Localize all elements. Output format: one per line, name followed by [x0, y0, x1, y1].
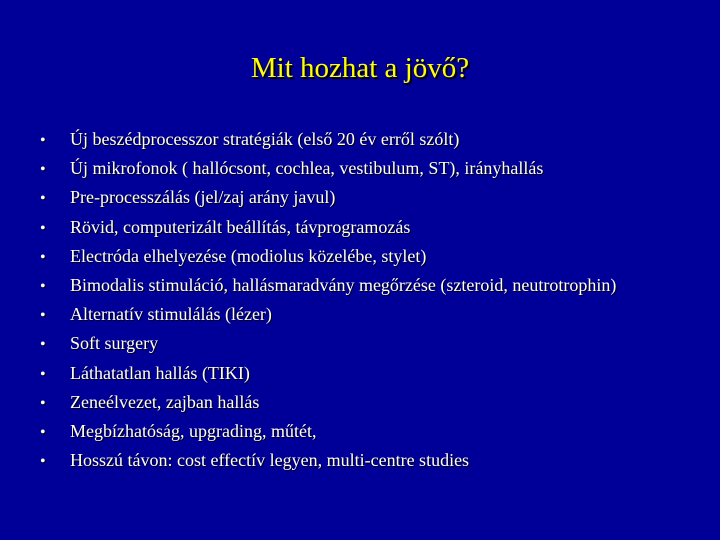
list-item	[40, 421, 616, 450]
list-item	[40, 246, 616, 275]
list-item	[40, 392, 616, 421]
bullet-icon: •	[40, 423, 46, 441]
bullet-text: Láthatatlan hallás (TIKI)	[70, 362, 250, 383]
list-item	[40, 304, 616, 333]
bullet-icon: •	[40, 248, 46, 266]
bullet-icon: •	[40, 365, 46, 383]
list-item	[40, 363, 616, 392]
list-item	[40, 450, 616, 479]
bullet-text: Új beszédprocesszor stratégiák (első 20 év erről szólt)	[70, 129, 460, 149]
bullet-text: Pre-processzálás (jel/zaj arány javul)	[70, 187, 336, 208]
bullet-icon: •	[40, 190, 46, 208]
bullet-icon: •	[40, 394, 46, 412]
bullet-text: Megbízhatóság, upgrading, műtét,	[70, 420, 317, 441]
list-item	[40, 129, 616, 158]
slide-title: Mit hozhat a jövő?	[250, 52, 470, 84]
bullet-text: Soft surgery	[70, 333, 159, 354]
bullet-text: Hosszú távon: cost effectív legyen, multi-centre studies	[70, 450, 470, 471]
bullet-text: Új mikrofonok ( hallócsont, cochlea, vestibulum, ST), irányhallás	[70, 158, 544, 179]
bullet-icon: •	[40, 219, 46, 237]
list-item	[40, 275, 616, 304]
bullet-icon: •	[40, 161, 46, 179]
list-item	[40, 333, 616, 362]
bullet-icon: •	[40, 277, 46, 295]
bullet-icon: •	[40, 307, 46, 325]
list-item	[40, 187, 616, 216]
bullet-list	[40, 129, 616, 479]
bullet-text: Electróda elhelyezése (modiolus közelébe, stylet)	[70, 245, 427, 266]
bullet-text: Bimodalis stimuláció, hallásmaradvány megőrzése (szteroid, neutrotrophin)	[70, 274, 617, 295]
bullet-icon: •	[40, 132, 46, 149]
bullet-icon: •	[40, 453, 46, 471]
bullet-icon: •	[40, 336, 46, 354]
list-item	[40, 217, 616, 246]
bullet-text: Rövid, computerizált beállítás, távprogramozás	[70, 216, 411, 237]
list-item	[40, 158, 616, 187]
bullet-text: Zeneélvezet, zajban hallás	[70, 391, 260, 412]
bullet-text: Alternatív stimulálás (lézer)	[70, 304, 272, 325]
